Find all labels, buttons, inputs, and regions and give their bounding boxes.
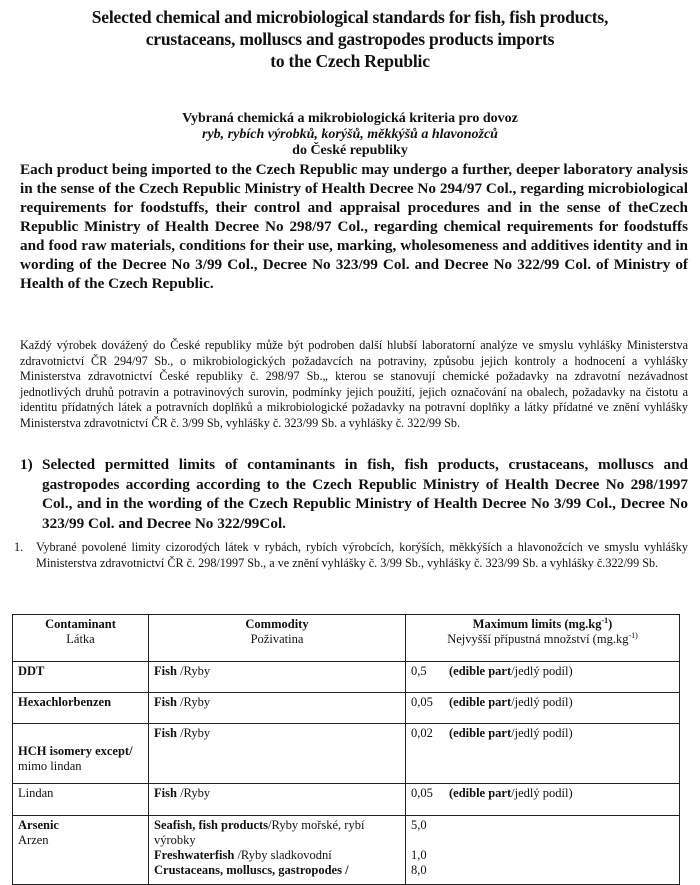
cell-limit <box>406 724 680 784</box>
contaminant-limits-table <box>12 614 680 885</box>
contaminant-cz: mimo lindan <box>18 759 82 773</box>
header-contaminant-en: Contaminant <box>45 617 116 631</box>
contaminant-cz: Arzen <box>18 833 49 847</box>
limit-note-en: (edible part <box>449 726 512 740</box>
header-limits-en-close: ) <box>608 617 613 631</box>
table-row <box>13 724 680 784</box>
commodity-cz: /Ryby <box>180 695 211 709</box>
title-line: crustaceans, molluscs and gastropodes products imports <box>145 29 555 49</box>
commodity-line <box>154 848 400 863</box>
limit-note-en: (edible part <box>449 664 512 678</box>
table-row <box>13 816 680 885</box>
commodity-cz: /Ryby <box>180 664 211 678</box>
header-limits-en: Maximum limits (mg.kg <box>472 617 602 631</box>
table-row <box>13 693 680 724</box>
contaminant-en: HCH isomery except/ <box>18 744 133 758</box>
limit-note-cz: /jedlý podíl) <box>511 695 573 709</box>
limit-note-cz: /jedlý podíl) <box>511 786 573 800</box>
limit-value: 0,05 <box>411 786 433 800</box>
header-commodity-cz: Poživatina <box>250 632 304 646</box>
limit-value: 8,0 <box>411 863 427 877</box>
cell-limit <box>406 662 680 693</box>
commodity-cz: /Ryby mořské, rybí výrobky <box>154 818 365 847</box>
commodity-en: Crustaceans, molluscs, gastropodes / <box>154 863 349 877</box>
document-title <box>0 6 700 72</box>
cell-limit <box>406 784 680 816</box>
header-limits-en-sup: -1 <box>601 615 609 625</box>
section-heading-cz <box>14 540 688 571</box>
commodity-cz: /Ryby <box>180 726 211 740</box>
cell-commodity <box>149 816 406 885</box>
cell-contaminant <box>13 724 149 784</box>
commodity-cz: /Ryby <box>180 786 211 800</box>
limit-value: 0,5 <box>411 664 427 678</box>
commodity-line <box>154 818 400 848</box>
header-limits <box>406 615 680 662</box>
title-line: Selected chemical and microbiological standards for fish, fish products, <box>91 7 609 27</box>
cell-commodity <box>149 784 406 816</box>
limit-value: 1,0 <box>411 848 427 862</box>
commodity-en: Fish <box>154 786 181 800</box>
table-row <box>13 784 680 816</box>
table-row <box>13 662 680 693</box>
cell-contaminant <box>13 816 149 885</box>
header-limits-cz-sup: -1) <box>628 630 638 640</box>
limit-value: 0,05 <box>411 695 433 709</box>
section-heading-text: Selected permitted limits of contaminants in fish, fish products, crustaceans, molluscs and gastropodes according according to the Czech Republic Ministry of Health Decree No 298/1997 Col., and in the wording of the Czech Republic Ministry of Health Decree No 3/99 Col., Decree No 323/99 Col. and Decree No 322/99Col. <box>42 456 688 532</box>
cell-commodity <box>149 693 406 724</box>
cell-commodity <box>149 724 406 784</box>
cell-contaminant: Hexachlorbenzen <box>13 693 149 724</box>
cell-contaminant: Lindan <box>13 784 149 816</box>
commodity-cz: /Ryby sladkovodní <box>237 848 332 862</box>
cell-limit <box>406 816 680 885</box>
section-number: 1) <box>20 456 33 473</box>
commodity-line <box>154 863 400 878</box>
intro-paragraph-cz: Každý výrobek dovážený do České republiky může být podroben další hlubší laboratorní analýze ve smyslu vyhlášky Ministerstva zdravotnictví ČR 294/97 Sb., o mikrobiologických požadavcích na potraviny, způsobu jejich kontroly a hodnocení a vyhlášky Ministerstva zdravotnictví České republiky č. 298/97 Sb.„ kterou se stanovují chemické požadavky na zdravotní nezávadnost jednotlivých druhů potravin a potravinových surovin, podmínky jejich použití, jejich označování na obalech, požadavky na čistotu a identitu přídatných látek a potravních doplňků a mikrobiologické požadavky na potravní doplňky a látky přídatné ve znění vyhlášky Ministerstva zdravotnictví ČR č. 3/99 Sb, vyhlášky č. 323/99 Sb. a vyhlášky č. 322/99 Sb. <box>20 338 688 430</box>
commodity-en: Freshwaterfish <box>154 848 238 862</box>
contaminant-en: Arsenic <box>18 818 59 832</box>
intro-paragraph-en: Each product being imported to the Czech Republic may undergo a further, deeper laboratory analysis in the sense of the Czech Republic Ministry of Health Decree No 294/97 Col., regarding microbiological requirements for foodstuffs, their control and appraisal procedures and in the sense of theCzech Republic Ministry of Health Decree No 298/97 Col., regarding chemical requirements for foodstuffs and food raw materials, conditions for their use, marking, wholesomeness and additives identity and in wording of the Decree No 3/99 Col., Decree No 323/99 Col. and Decree No 322/99 Col. of Ministry of Health of the Czech Republic. <box>20 161 688 292</box>
commodity-en: Fish <box>154 726 181 740</box>
table-header-row <box>13 615 680 662</box>
limit-note-cz: /jedlý podíl) <box>511 726 573 740</box>
header-contaminant-cz: Látka <box>66 632 95 646</box>
commodity-en: Fish <box>154 695 181 709</box>
limit-note-en: (edible part <box>449 786 512 800</box>
header-commodity-en: Commodity <box>245 617 309 631</box>
limit-value: 0,02 <box>411 726 433 740</box>
cell-limit <box>406 693 680 724</box>
header-limits-cz: Nejvyšší přípustná množství (mg.kg <box>447 632 629 646</box>
subtitle-line-italic: ryb, rybích výrobků, korýšů, měkkýšů a hlavonožců <box>202 127 498 142</box>
commodity-en: Fish <box>154 664 181 678</box>
commodity-en: Seafish, fish products <box>154 818 269 832</box>
cell-contaminant: DDT <box>13 662 149 693</box>
header-commodity <box>149 615 406 662</box>
limit-note-cz: /jedlý podíl) <box>511 664 573 678</box>
subtitle-line: do České republiky <box>292 143 408 158</box>
header-contaminant <box>13 615 149 662</box>
section-heading-text: Vybrané povolené limity cizorodých látek v rybách, rybích výrobcích, korýších, měkkýších a hlavonožcích ve smyslu vyhlášky Ministerstva zdravotnictví ČR č. 298/1997 Sb., a ve znění vyhlášky č. 3/99 Sb., vyhlášky č. 323/99 Sb. a vyhlášky č.322/99 Sb. <box>36 540 688 570</box>
limit-value: 5,0 <box>411 818 427 832</box>
subtitle-line: Vybraná chemická a mikrobiologická kriteria pro dovoz <box>182 111 518 126</box>
section-heading-en <box>20 455 688 533</box>
section-number: 1. <box>14 540 24 554</box>
cell-commodity <box>149 662 406 693</box>
document-subtitle-cz <box>0 111 700 159</box>
limit-note-en: (edible part <box>449 695 512 709</box>
title-line: to the Czech Republic <box>270 51 430 71</box>
